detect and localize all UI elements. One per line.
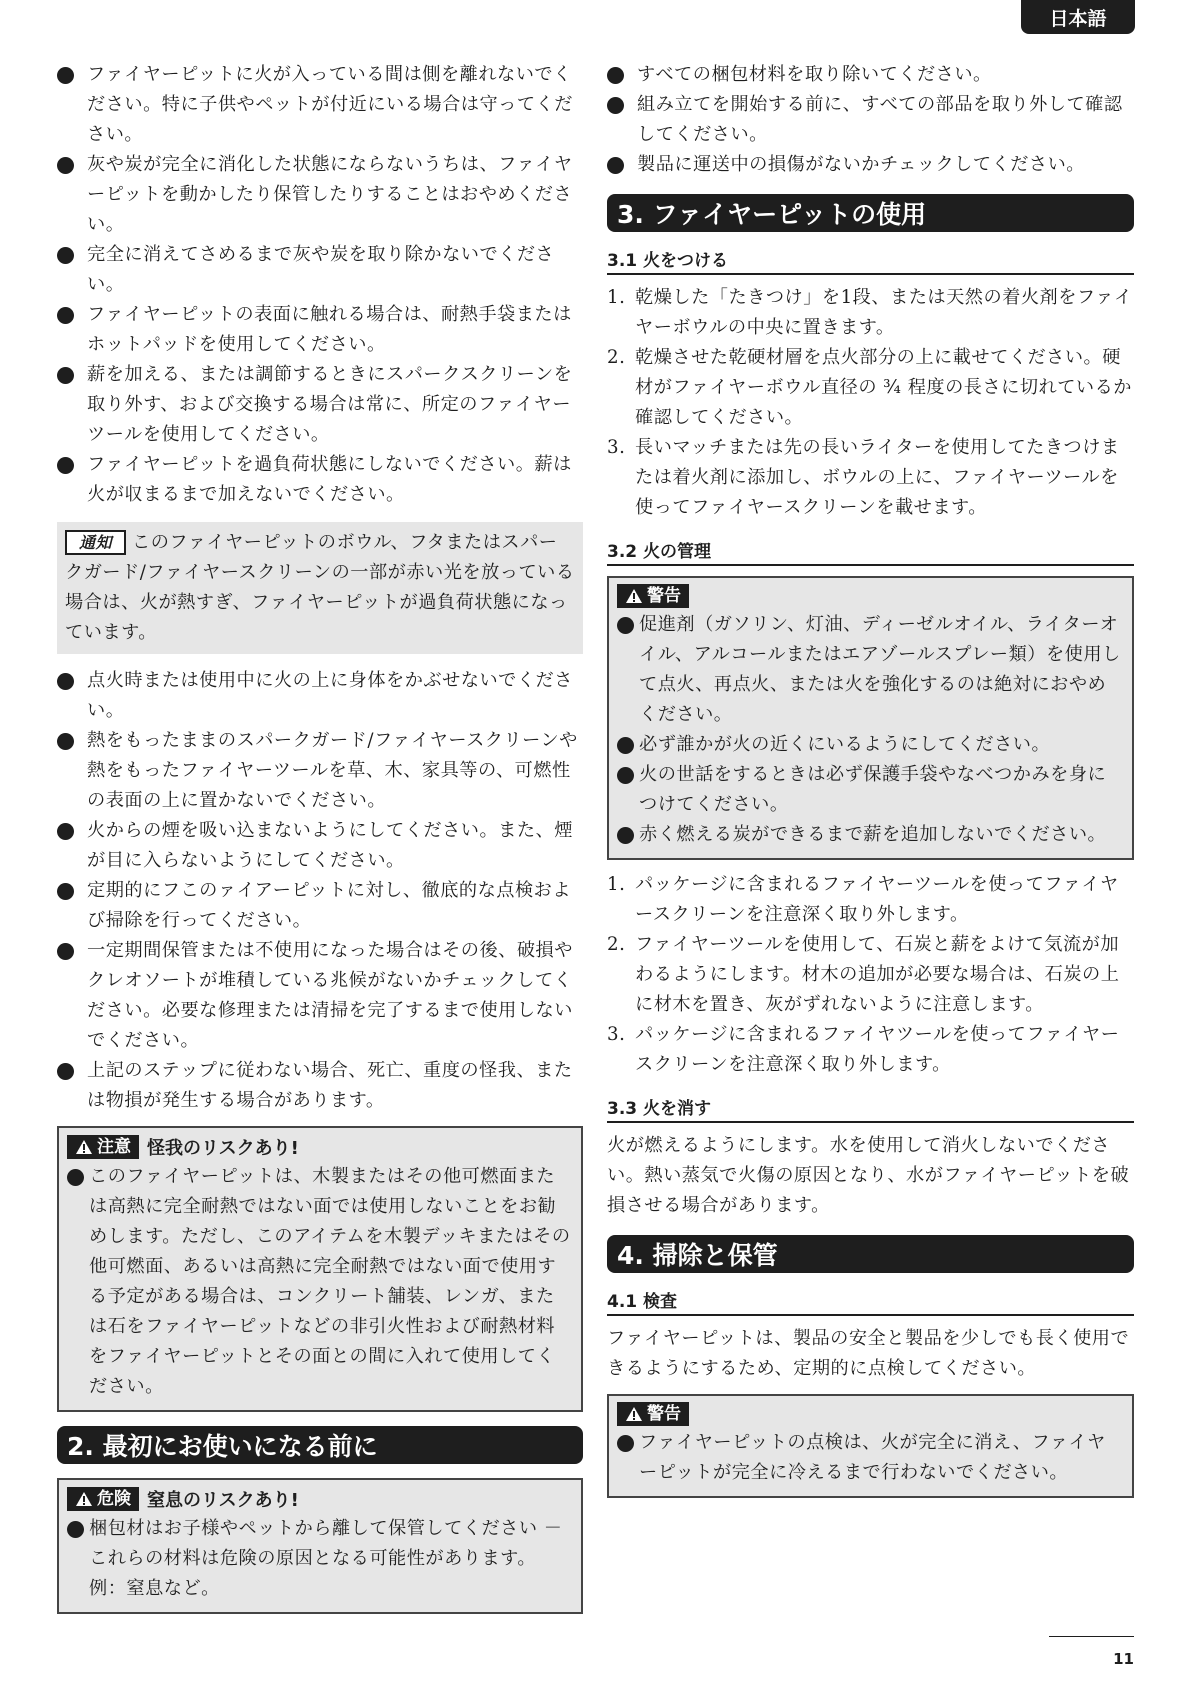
step-item: 1. 乾燥した「たきつけ」を1段、または天然の着火剤をファイヤーボウルの中央に置きます。 bbox=[607, 287, 1133, 338]
warning-triangle-icon bbox=[75, 1491, 93, 1507]
list-item: 熱をもったままのスパークガード/ファイヤースクリーンや熱をもったファイヤーツールを草、木、家具等の、可燃性の表面の上に置かないでください。 bbox=[57, 726, 583, 816]
list-item: ファイヤーピットを過負荷状態にしないでください。薪は火が収まるまで加えないでください。 bbox=[57, 450, 583, 510]
list-item: ファイヤーピットの表面に触れる場合は、耐熱手袋またはホットパッドを使用してください。 bbox=[57, 300, 583, 360]
caution-title: 怪我のリスクあり! bbox=[147, 1138, 299, 1159]
section-header-2: 2. 最初にお使いになる前に bbox=[57, 1426, 583, 1464]
management-steps bbox=[607, 870, 1134, 1080]
caution-tag: 注意 bbox=[67, 1135, 139, 1159]
list-item: 上記のステップに従わない場合、死亡、重度の怪我、または物損が発生する場合があります。 bbox=[57, 1056, 583, 1116]
step-item: 3. パッケージに含まれるファイヤツールを使ってファイヤースクリーンを注意深く取り外します。 bbox=[607, 1024, 1120, 1075]
warning-triangle-icon bbox=[75, 1139, 93, 1155]
caution-box bbox=[57, 1126, 583, 1412]
notice-text: このファイヤーピットのボウル、フタまたはスパークガード/ファイヤースクリーンの一部が赤い光を放っている場合は、火が熱すぎ、ファイヤーピットが過負荷状態になっています。 bbox=[65, 532, 575, 643]
list-item: 火からの煙を吸い込まないようにしてください。また、煙が目に入らないようにしてください。 bbox=[57, 816, 583, 876]
warning-item: 必ず誰かが火の近くにいるようにしてください。 bbox=[617, 730, 1124, 760]
list-item: ファイヤーピットに火が入っている間は側を離れないでください。特に子供やペットが付近にいる場合は守ってください。 bbox=[57, 60, 583, 150]
page-number: 11 bbox=[1113, 1650, 1134, 1668]
list-item: 組み立てを開始する前に、すべての部品を取り外して確認してください。 bbox=[607, 90, 1134, 150]
warning-item: 促進剤（ガソリン、灯油、ディーゼルオイル、ライターオイル、アルコールまたはエアゾールスプレー類）を使用して点火、再点火、または火を強化するのは絶対におやめください。 bbox=[617, 610, 1124, 730]
list-item: 灰や炭が完全に消化した状態にならないうちは、ファイヤーピットを動かしたり保管したりすることはおやめください。 bbox=[57, 150, 583, 240]
notice-label: 通知 bbox=[65, 530, 126, 555]
warning-triangle-icon bbox=[625, 1406, 643, 1422]
subsection-3-2-title: 3.2 火の管理 bbox=[607, 537, 1134, 566]
left-column bbox=[57, 60, 583, 1624]
step-item: 1. パッケージに含まれるファイヤーツールを使ってファイヤースクリーンを注意深く取り外します。 bbox=[607, 874, 1119, 925]
step-item: 2. ファイヤーツールを使用して、石炭と薪をよけて気流が加わるようにします。材木の追加が必要な場合は、石炭の上に材木を置き、灰がずれないように注意します。 bbox=[607, 934, 1120, 1015]
step-item: 3. 長いマッチまたは先の長いライターを使用してたきつけまたは着火剤に添加し、ボウルの上に、ファイヤーツールを使ってファイヤースクリーンを載せます。 bbox=[607, 437, 1120, 518]
warning-tag: 警告 bbox=[617, 1402, 689, 1426]
list-item: 完全に消えてさめるまで灰や炭を取り除かないでください。 bbox=[57, 240, 583, 300]
subsection-3-3-title: 3.3 火を消す bbox=[607, 1094, 1134, 1123]
list-item: 製品に運送中の損傷がないかチェックしてください。 bbox=[607, 150, 1134, 180]
safety-list-top bbox=[57, 60, 583, 510]
extinguish-text: 火が燃えるようにします。水を使用して消火しないでください。熱い蒸気で火傷の原因となり、水がファイヤーピットを破損させる場合があります。 bbox=[607, 1135, 1130, 1216]
subsection-4-1-title: 4.1 検査 bbox=[607, 1287, 1134, 1316]
step-item: 2. 乾燥させた乾硬材層を点火部分の上に載せてください。硬材がファイヤーボウル直径の ¾ 程度の長さに切れているか確認してください。 bbox=[607, 347, 1132, 428]
language-tab: 日本語 bbox=[1021, 0, 1135, 34]
notice-box bbox=[57, 522, 583, 654]
danger-item: 梱包材はお子様やペットから離して保管してください － これらの材料は危険の原因となる可能性があります。例：窒息など。 bbox=[67, 1514, 573, 1604]
safety-list-mid bbox=[57, 666, 583, 1116]
danger-box bbox=[57, 1478, 583, 1614]
list-item: 薪を加える、または調節するときにスパークスクリーンを取り外す、および交換する場合は常に、所定のファイヤーツールを使用してください。 bbox=[57, 360, 583, 450]
warning-item: 火の世話をするときは必ず保護手袋やなべつかみを身につけてください。 bbox=[617, 760, 1124, 820]
danger-title: 窒息のリスクあり! bbox=[147, 1490, 299, 1511]
list-item: 一定期間保管または不使用になった場合はその後、破損やクレオソートが堆積している兆候がないかチェックしてください。必要な修理または清掃を完了するまで使用しないでください。 bbox=[57, 936, 583, 1056]
subsection-3-1-title: 3.1 火をつける bbox=[607, 246, 1134, 275]
footer-rule bbox=[1049, 1636, 1134, 1637]
danger-tag: 危険 bbox=[67, 1487, 139, 1511]
warning-triangle-icon bbox=[625, 588, 643, 604]
prep-list bbox=[607, 60, 1134, 180]
warning-item: 赤く燃える炭ができるまで薪を追加しないでください。 bbox=[617, 820, 1124, 850]
inspection-text: ファイヤーピットは、製品の安全と製品を少しでも長く使用できるようにするため、定期的に点検してください。 bbox=[607, 1328, 1130, 1379]
warning-box-fire bbox=[607, 576, 1134, 860]
lighting-steps bbox=[607, 283, 1134, 523]
list-item: すべての梱包材料を取り除いてください。 bbox=[607, 60, 1134, 90]
warning-item: ファイヤーピットの点検は、火が完全に消え、ファイヤーピットが完全に冷えるまで行わないでください。 bbox=[617, 1428, 1124, 1488]
warning-tag: 警告 bbox=[617, 584, 689, 608]
list-item: 点火時または使用中に火の上に身体をかぶせないでください。 bbox=[57, 666, 583, 726]
caution-item: このファイヤーピットは、木製またはその他可燃面または高熱に完全耐熱ではない面では使用しないことをお勧めします。ただし、このアイテムを木製デッキまたはその他可燃面、あるいは高熱に完全耐熱ではない面で使用する予定がある場合は、コンクリート舗装、レンガ、または石をファイヤーピットなどの非引火性および耐熱材料をファイヤーピットとその面との間に入れて使用してください。 bbox=[67, 1162, 573, 1402]
right-column bbox=[607, 60, 1134, 1508]
warning-box-inspection bbox=[607, 1394, 1134, 1498]
section-header-3: 3. ファイヤーピットの使用 bbox=[607, 194, 1134, 232]
section-header-4: 4. 掃除と保管 bbox=[607, 1235, 1134, 1273]
list-item: 定期的にフこのァイアーピットに対し、徹底的な点検および掃除を行ってください。 bbox=[57, 876, 583, 936]
